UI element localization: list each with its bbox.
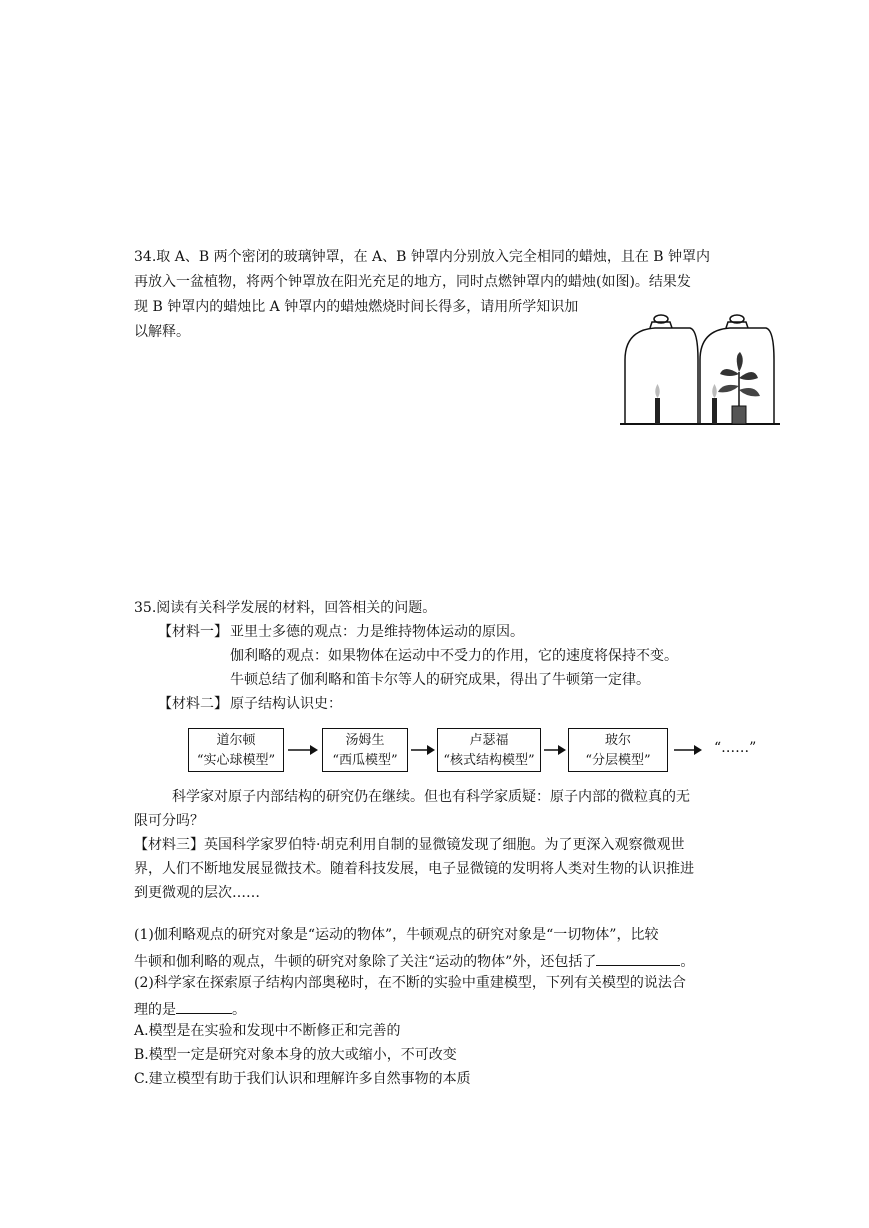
option-a: A.模型是在实验和发现中不断修正和完善的 (134, 1023, 401, 1039)
material-3-line-3: 到更微观的层次…… (134, 885, 260, 901)
option-b: B.模型一定是研究对象本身的放大或缩小，不可改变 (134, 1047, 457, 1063)
arrow-icon (542, 740, 568, 760)
sub-question-2-end: 。 (232, 1002, 246, 1018)
material-1-line-1: 亚里士多德的观点：力是维持物体运动的原因。 (230, 624, 524, 640)
material-2-line-1: 原子结构认识史： (230, 696, 342, 712)
sub-question-2-line-1: (2)科学家在探索原子结构内部奥秘时，在不断的实验中重建模型，下列有关模型的说法合 (134, 975, 686, 991)
q34-line-1: 34.取 A、B 两个密闭的玻璃钟罩，在 A、B 钟罩内分别放入完全相同的蜡烛，且在 B 钟罩内 (134, 249, 711, 265)
flow-box-rutherford (437, 728, 541, 772)
sub-question-2-line-2 (134, 997, 246, 1020)
q34-line-2: 再放入一盆植物，将两个钟罩放在阳光充足的地方，同时点燃钟罩内的蜡烛(如图)。结果发 (134, 274, 691, 290)
atom-model-flowchart (188, 728, 788, 778)
flow-name: 道尔顿 (216, 733, 256, 748)
flow-ellipsis: “……” (714, 740, 757, 756)
q34-line-4: 以解释。 (134, 324, 190, 340)
flow-box-bohr (568, 728, 668, 772)
jar-a (625, 315, 698, 424)
bell-jar-figure (620, 312, 780, 432)
potted-plant (718, 352, 760, 424)
arrow-icon (670, 740, 706, 760)
flow-box-thomson (322, 728, 408, 772)
arrow-icon (409, 740, 437, 760)
sub-question-1-line-2 (134, 949, 694, 972)
q34-line-3: 现 B 钟罩内的蜡烛比 A 钟罩内的蜡烛燃烧时间长得多，请用所学知识加 (134, 299, 579, 315)
material-1-tag: 【材料一】 (158, 624, 228, 640)
answer-blank-2[interactable] (176, 997, 232, 1014)
material-3-line-1 (134, 835, 684, 855)
material-1-line-3: 牛顿总结了伽利略和笛卡尔等人的研究成果，得出了牛顿第一定律。 (230, 672, 650, 688)
material-3-line-2: 界，人们不断地发展显微技术。随着科技发展，电子显微镜的发明将人类对生物的认识推进 (134, 861, 694, 877)
answer-blank-1[interactable] (596, 949, 680, 966)
material-2-line-2: 科学家对原子内部结构的研究仍在继续。但也有科学家质疑：原子内部的微粒真的无 (172, 789, 690, 805)
flow-model: “核式结构模型” (443, 753, 535, 768)
flow-model: “分层模型” (585, 753, 651, 768)
flow-name: 汤姆生 (345, 733, 385, 748)
sub-question-1-text: 牛顿和伽利略的观点，牛顿的研究对象除了关注“运动的物体”外，还包括了 (134, 954, 597, 970)
candle-b (712, 384, 717, 424)
flow-box-dalton (188, 728, 284, 772)
flow-name: 玻尔 (604, 733, 631, 748)
material-2-tag: 【材料二】 (158, 696, 228, 712)
sub-question-1-end: 。 (680, 954, 695, 970)
flow-model: “西瓜模型” (332, 753, 398, 768)
sub-question-2-text: 理的是 (134, 1002, 176, 1018)
candle-a (655, 384, 660, 424)
sub-question-1-line-1: (1)伽利略观点的研究对象是“运动的物体”，牛顿观点的研究对象是“一切物体”，比较 (134, 927, 659, 943)
flow-name: 卢瑟福 (469, 733, 509, 748)
arrow-icon (286, 740, 320, 760)
material-2-line-3: 限可分吗？ (134, 813, 204, 829)
material-1-line-2: 伽利略的观点：如果物体在运动中不受力的作用，它的速度将保持不变。 (230, 648, 678, 664)
flow-model: “实心球模型” (196, 753, 276, 768)
material-3-text-1: 英国科学家罗伯特·胡克利用自制的显微镜发现了细胞。为了更深入观察微观世 (204, 837, 685, 853)
q35-intro: 35.阅读有关科学发展的材料，回答相关的问题。 (134, 600, 437, 616)
option-c: C.建立模型有助于我们认识和理解许多自然事物的本质 (134, 1071, 471, 1087)
material-3-tag: 【材料三】 (134, 837, 204, 853)
